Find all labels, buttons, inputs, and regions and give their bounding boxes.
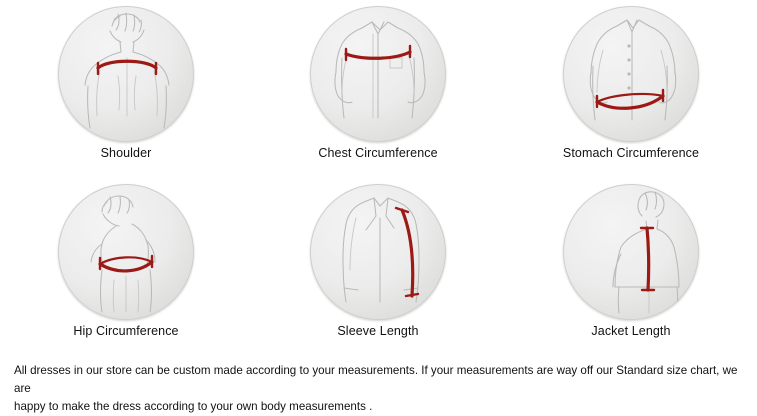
- measurement-item-shoulder[interactable]: [0, 0, 252, 178]
- measurement-label-chest-circumference: Chest Circumference: [318, 146, 438, 160]
- shoulder-illustration-wrap: [58, 6, 194, 142]
- footer-note-line-2: happy to make the dress according to your own body measurements .: [14, 399, 373, 413]
- sleeve-illustration-wrap: [310, 184, 446, 320]
- measurement-label-jacket-length: Jacket Length: [591, 324, 671, 338]
- hip-measure-icon: [58, 184, 194, 320]
- footer-note: [0, 362, 757, 416]
- measurement-item-sleeve-length[interactable]: [252, 178, 504, 356]
- measurement-item-jacket-length[interactable]: [505, 178, 757, 356]
- measurement-item-chest-circumference[interactable]: [252, 0, 504, 178]
- chest-illustration-wrap: [310, 6, 446, 142]
- stomach-measure-icon: [563, 6, 699, 142]
- measurement-item-hip-circumference[interactable]: [0, 178, 252, 356]
- stomach-illustration-wrap: [563, 6, 699, 142]
- hip-illustration-wrap: [58, 184, 194, 320]
- jacket-measure-icon: [563, 184, 699, 320]
- measurement-label-sleeve-length: Sleeve Length: [337, 324, 419, 338]
- measurement-label-stomach-circumference: Stomach Circumference: [562, 146, 700, 160]
- measurement-label-hip-circumference: Hip Circumference: [73, 324, 179, 338]
- chest-measure-icon: [310, 6, 446, 142]
- footer-note-line-1: All dresses in our store can be custom made according to your measurements. If your measurements are way off our Standard size chart, we are: [14, 364, 738, 395]
- shoulder-measure-icon: [58, 6, 194, 142]
- sleeve-measure-icon: [310, 184, 446, 320]
- jacket-illustration-wrap: [563, 184, 699, 320]
- measurement-label-shoulder: Shoulder: [100, 146, 152, 160]
- measurement-item-stomach-circumference[interactable]: [505, 0, 757, 178]
